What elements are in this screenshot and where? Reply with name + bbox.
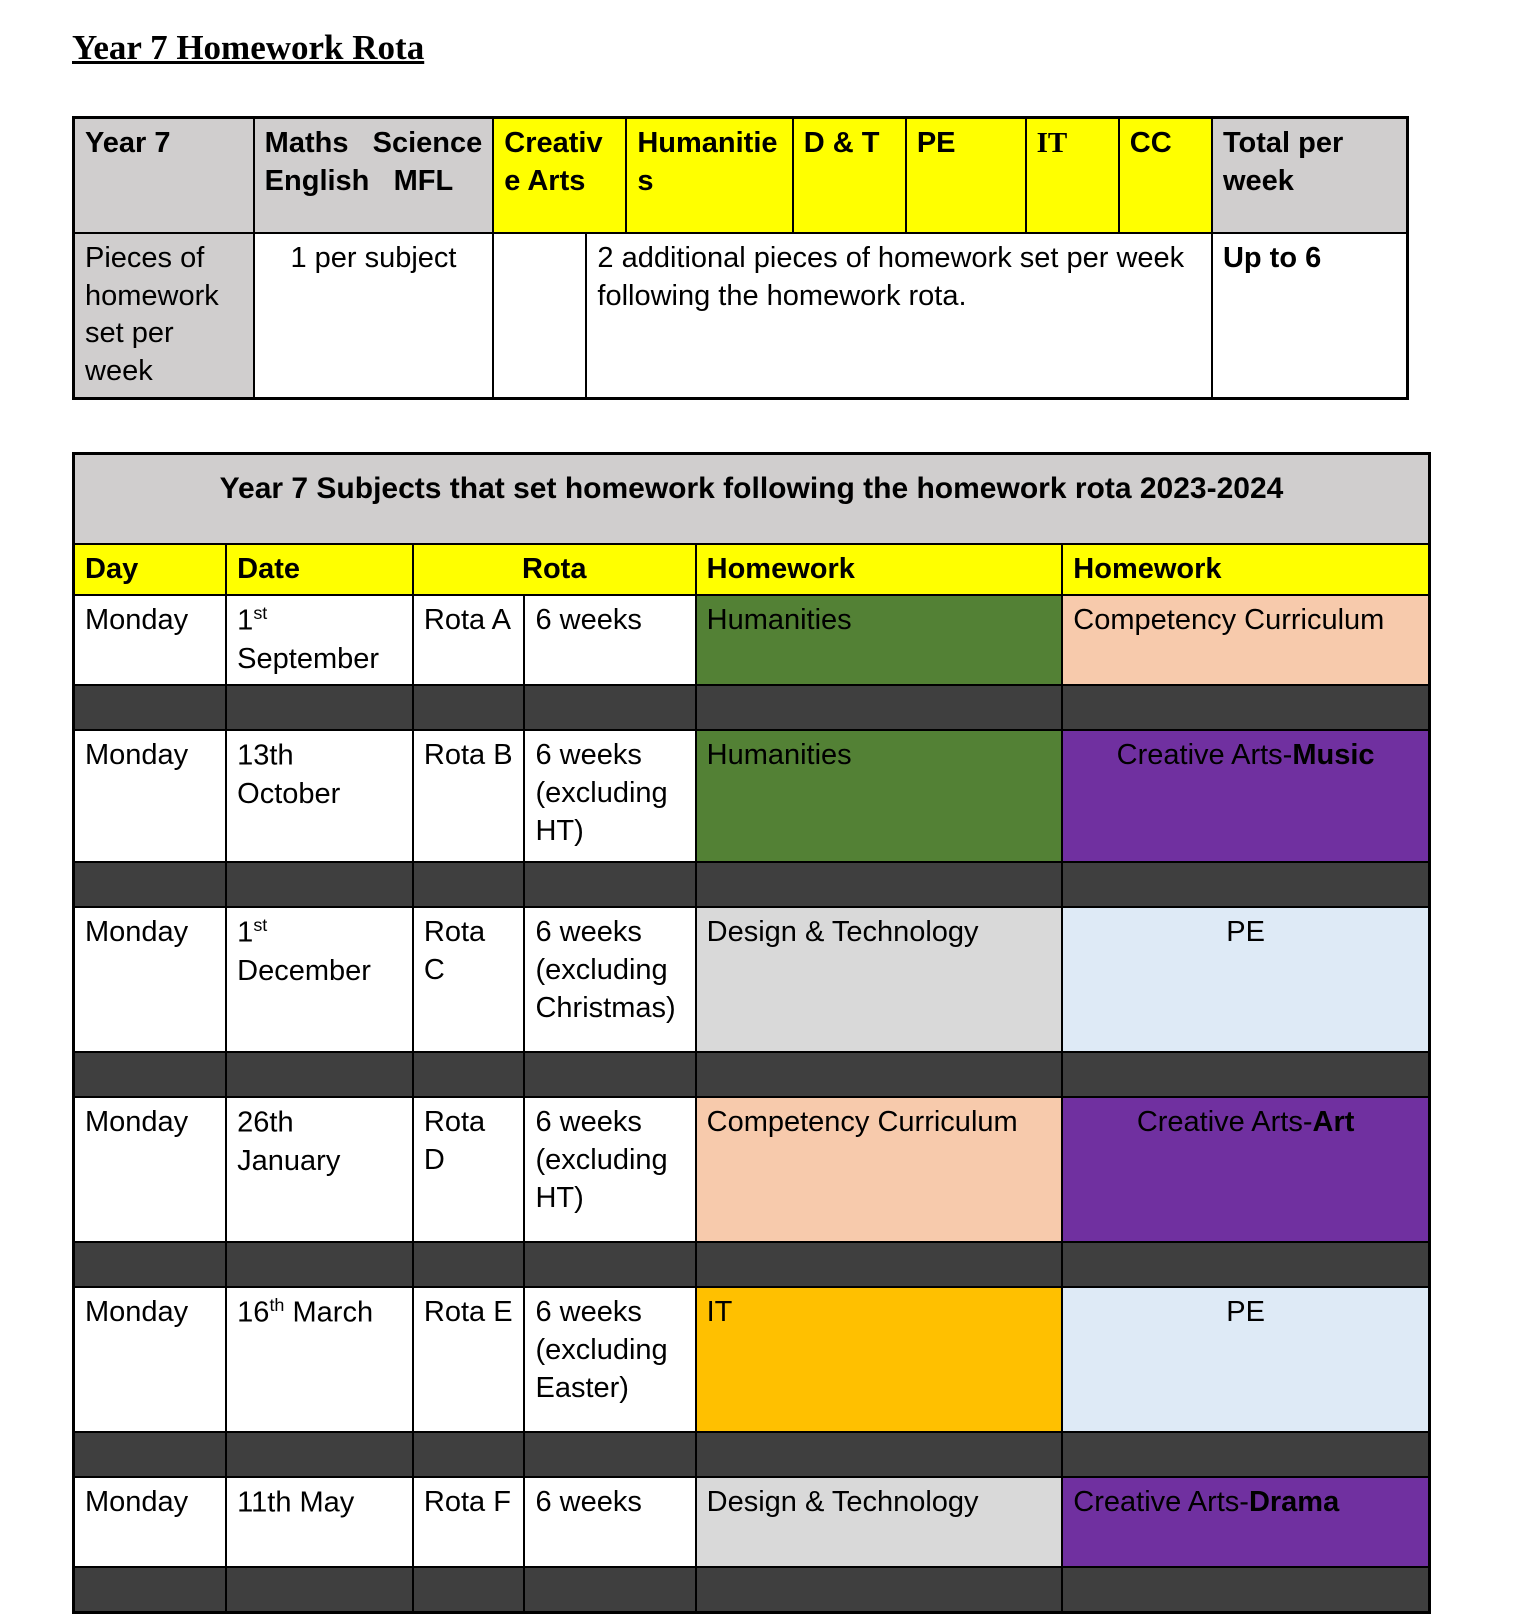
page-title: Year 7 Homework Rota bbox=[72, 28, 425, 67]
homework2-label: Creative Arts- bbox=[1116, 739, 1293, 772]
homework2-cell bbox=[1061, 906, 1428, 1051]
col-header-date: Date bbox=[225, 543, 412, 595]
header-cell-pe: PE bbox=[907, 119, 1027, 232]
cell-rota-note: 2 additional pieces of homework set per week following the homework rota. bbox=[587, 234, 1213, 397]
day-cell: Monday bbox=[75, 1096, 225, 1241]
header-cell-it: IT bbox=[1027, 119, 1120, 232]
weeks-cell: 6 weeks (excluding HT) bbox=[523, 729, 694, 861]
separator-cell bbox=[412, 1566, 524, 1611]
separator-cell bbox=[412, 684, 524, 729]
separator-cell bbox=[1061, 861, 1428, 906]
separator-cell bbox=[1061, 1566, 1428, 1611]
rota-row-c bbox=[75, 906, 1428, 1051]
rota-cell: Rota D bbox=[412, 1096, 524, 1241]
rota-row-b bbox=[75, 729, 1428, 861]
separator-cell bbox=[695, 1241, 1062, 1286]
header-cell-core-subjects: Maths Science English MFL bbox=[255, 119, 495, 232]
day-cell: Monday bbox=[75, 906, 225, 1051]
header-cell-year7: Year 7 bbox=[75, 119, 255, 232]
separator-cell bbox=[225, 1566, 412, 1611]
weeks-cell: 6 weeks (excluding Christmas) bbox=[523, 906, 694, 1051]
separator-cell bbox=[523, 1051, 694, 1096]
separator-cell bbox=[225, 861, 412, 906]
separator-cell bbox=[523, 1566, 694, 1611]
separator-cell bbox=[75, 1051, 225, 1096]
day-cell: Monday bbox=[75, 1286, 225, 1431]
rota-row-f bbox=[75, 1476, 1428, 1566]
rota-schedule-table bbox=[72, 452, 1431, 1614]
date-cell bbox=[225, 1286, 412, 1431]
weeks-cell: 6 weeks (excluding HT) bbox=[523, 1096, 694, 1241]
rota-title-row bbox=[75, 455, 1428, 543]
col-header-rota: Rota bbox=[412, 543, 695, 595]
homework2-label-bold: Drama bbox=[1248, 1486, 1340, 1519]
cell-pieces-label: Pieces of homework set per week bbox=[75, 234, 255, 397]
separator-cell bbox=[695, 1051, 1062, 1096]
homework2-cell bbox=[1061, 1286, 1428, 1431]
rota-row-d bbox=[75, 1096, 1428, 1241]
date-month: May bbox=[291, 1487, 355, 1520]
homework2-label: Competency Curriculum bbox=[1073, 604, 1385, 637]
homework2-cell bbox=[1061, 1476, 1428, 1566]
date-number: 1 bbox=[237, 917, 254, 950]
homework2-label-bold: Music bbox=[1292, 739, 1375, 772]
separator-cell bbox=[695, 1566, 1062, 1611]
rota-header-row bbox=[75, 543, 1428, 595]
separator-cell bbox=[225, 1051, 412, 1096]
separator-cell bbox=[1061, 1051, 1428, 1096]
rota-cell: Rota E bbox=[412, 1286, 524, 1431]
separator-cell bbox=[695, 1431, 1062, 1476]
cell-total-per-week: Up to 6 bbox=[1222, 242, 1322, 274]
separator-cell bbox=[523, 1431, 694, 1476]
separator-cell bbox=[1061, 684, 1428, 729]
rota-row-e bbox=[75, 1286, 1428, 1431]
header-cell-dt: D & T bbox=[794, 119, 907, 232]
separator-cell bbox=[75, 861, 225, 906]
header-cell-humanities: Humanities bbox=[627, 119, 793, 232]
rota-cell: Rota A bbox=[412, 594, 524, 684]
rota-cell: Rota B bbox=[412, 729, 524, 861]
date-month: December bbox=[237, 954, 371, 987]
cell-core-count: 1 per subject bbox=[255, 234, 495, 397]
separator-cell bbox=[1061, 1241, 1428, 1286]
date-ordinal: st bbox=[253, 603, 268, 624]
separator-cell bbox=[75, 1566, 225, 1611]
separator-cell bbox=[523, 1241, 694, 1286]
summary-body-row bbox=[75, 234, 1406, 397]
separator-cell bbox=[412, 1051, 524, 1096]
homework1-cell: Humanities bbox=[695, 594, 1062, 684]
weeks-cell: 6 weeks bbox=[523, 594, 694, 684]
separator-row bbox=[75, 861, 1428, 906]
separator-cell bbox=[412, 1241, 524, 1286]
date-cell bbox=[225, 594, 412, 684]
date-ordinal: st bbox=[253, 915, 268, 936]
separator-cell bbox=[225, 1241, 412, 1286]
separator-cell bbox=[523, 684, 694, 729]
homework2-label: PE bbox=[1226, 916, 1265, 949]
rota-cell: Rota F bbox=[412, 1476, 524, 1566]
rota-table-title: Year 7 Subjects that set homework following the homework rota 2023-2024 bbox=[75, 455, 1428, 543]
separator-cell bbox=[75, 1241, 225, 1286]
homework2-label: PE bbox=[1226, 1296, 1265, 1329]
day-cell: Monday bbox=[75, 729, 225, 861]
day-cell: Monday bbox=[75, 594, 225, 684]
homework2-label: Creative Arts- bbox=[1073, 1486, 1249, 1519]
homework1-cell: IT bbox=[695, 1286, 1062, 1431]
homework2-label: Creative Arts- bbox=[1136, 1106, 1313, 1139]
separator-cell bbox=[75, 1431, 225, 1476]
separator-row bbox=[75, 1051, 1428, 1096]
separator-cell bbox=[412, 861, 524, 906]
homework-summary-table bbox=[72, 116, 1409, 400]
date-month: September bbox=[237, 642, 380, 675]
homework1-cell: Competency Curriculum bbox=[695, 1096, 1062, 1241]
homework1-cell: Design & Technology bbox=[695, 906, 1062, 1051]
cell-blank bbox=[494, 234, 587, 397]
homework1-cell: Humanities bbox=[695, 729, 1062, 861]
separator-cell bbox=[695, 684, 1062, 729]
rota-cell: Rota C bbox=[412, 906, 524, 1051]
date-cell bbox=[225, 729, 412, 861]
col-header-homework1: Homework bbox=[695, 543, 1062, 595]
date-number: 1 bbox=[237, 605, 254, 638]
homework1-cell: Design & Technology bbox=[695, 1476, 1062, 1566]
separator-cell bbox=[523, 861, 694, 906]
date-number: 26th bbox=[237, 1107, 294, 1140]
date-month: October bbox=[237, 777, 341, 810]
date-ordinal: th bbox=[269, 1295, 285, 1316]
date-number: 16 bbox=[237, 1297, 270, 1330]
separator-row bbox=[75, 1566, 1428, 1611]
date-month: March bbox=[284, 1297, 374, 1330]
header-cell-cc: CC bbox=[1120, 119, 1213, 232]
col-header-homework2: Homework bbox=[1061, 543, 1428, 595]
homework2-cell bbox=[1061, 1096, 1428, 1241]
weeks-cell: 6 weeks bbox=[523, 1476, 694, 1566]
separator-row bbox=[75, 1241, 1428, 1286]
date-number: 11th bbox=[237, 1487, 292, 1520]
summary-header-row bbox=[75, 119, 1406, 234]
weeks-cell: 6 weeks (excluding Easter) bbox=[523, 1286, 694, 1431]
date-cell bbox=[225, 906, 412, 1051]
separator-row bbox=[75, 684, 1428, 729]
date-cell bbox=[225, 1476, 412, 1566]
separator-cell bbox=[75, 684, 225, 729]
separator-cell bbox=[225, 1431, 412, 1476]
date-cell bbox=[225, 1096, 412, 1241]
homework2-cell bbox=[1061, 729, 1428, 861]
homework2-cell bbox=[1061, 594, 1428, 684]
rota-row-a bbox=[75, 594, 1428, 684]
homework2-label-bold: Art bbox=[1312, 1106, 1355, 1139]
separator-row bbox=[75, 1431, 1428, 1476]
day-cell: Monday bbox=[75, 1476, 225, 1566]
date-number: 13th bbox=[237, 740, 294, 773]
date-month: January bbox=[237, 1144, 341, 1177]
separator-cell bbox=[412, 1431, 524, 1476]
separator-cell bbox=[1061, 1431, 1428, 1476]
col-header-day: Day bbox=[75, 543, 225, 595]
header-cell-total: Total per week bbox=[1213, 119, 1406, 232]
separator-cell bbox=[225, 684, 412, 729]
separator-cell bbox=[695, 861, 1062, 906]
header-cell-creative-arts: Creative Arts bbox=[494, 119, 627, 232]
